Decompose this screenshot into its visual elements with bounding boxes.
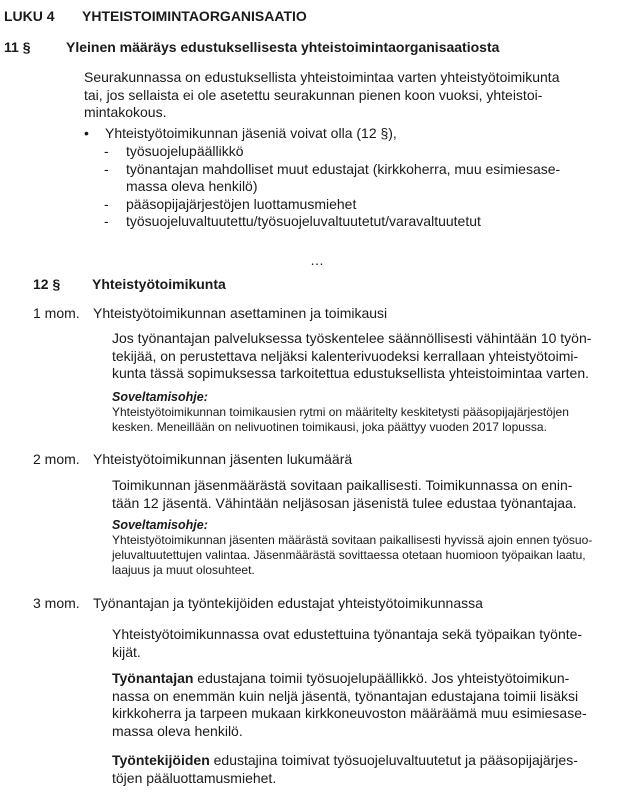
mom-3-title: Työnantajan ja työntekijöiden edustajat yhteistyötoimikunnassa bbox=[93, 595, 483, 611]
section-12-number: 12 § bbox=[33, 276, 61, 292]
mom-1-note: Yhteistyötoimikunnan toimikausien rytmi on määritelty keskitetysti pääsopijajärjestöjen kesken. Meneillään on nelivuotinen toimikausi, joka päättyy vuoden 2017 lopussa. bbox=[112, 405, 569, 434]
employees-term: Työntekijöiden bbox=[112, 752, 210, 768]
mom-2-note-label: Soveltamisohje: bbox=[112, 518, 208, 532]
mom-2-number: 2 mom. bbox=[33, 451, 80, 467]
mom-1-note-label: Soveltamisohje: bbox=[112, 390, 208, 404]
section-11-dash-list bbox=[104, 143, 560, 231]
mom-3-paragraph-2: Työnantajan edustajana toimii työsuojelupäällikkö. Jos yhteistyötoimikun- nassa on enemmän kuin neljä jäsentä, työnantajan edustajana toimii lisäksi kirkkoherra ja tarpeen mukaan kirkkoneuvoston määräämä muu esimiesase- massa oleva henkilö. bbox=[112, 670, 587, 739]
section-11-number: 11 § bbox=[4, 39, 31, 55]
section-12-title: Yhteistyötoimikunta bbox=[92, 276, 226, 292]
list-item: - pääsopijajärjestöjen luottamusmiehet bbox=[104, 195, 357, 212]
mom-1-title: Yhteistyötoimikunnan asettaminen ja toimikausi bbox=[93, 305, 388, 321]
list-item: - työsuojelupäällikkö bbox=[104, 143, 244, 159]
employer-term: Työnantajan bbox=[112, 670, 194, 686]
section-11-title: Yleinen määräys edustuksellisesta yhteistoimintaorganisaatiosta bbox=[66, 39, 500, 55]
list-item: - työsuojeluvaltuutettu/työsuojeluvaltuutetut/varavaltuutetut bbox=[104, 213, 481, 229]
list-item: - työnantajan mahdolliset muut edustajat (kirkkoherra, muu esimiesase- massa oleva henkilö) bbox=[104, 160, 561, 194]
chapter-number: LUKU 4 bbox=[4, 8, 55, 24]
mom-2-text: Toimikunnan jäsenmäärästä sovitaan paikallisesti. Toimikunnassa on enin- tään 12 jäsentä. Vähintään neljäsosan jäsenistä tulee edustaa työnantajaa. bbox=[112, 477, 577, 511]
section-11-paragraph: Seurakunnassa on edustuksellista yhteistoimintaa varten yhteistyötoimikunta tai, jos sellaista ei ole asetettu seurakunnan pienen koon vuoksi, yhteistoi- mintakokous. bbox=[84, 69, 560, 120]
mom-1-text: Jos työnantajan palveluksessa työskentelee säännöllisesti vähintään 10 työn- tekijää, on perustettava neljäksi kalenterivuodeksi kerrallaan yhteistyötoimi- kunta tässä sopimuksessa tarkoitettua edustuksellista yhteistoimintaa varten. bbox=[112, 330, 592, 381]
section-11-bullet: • Yhteistyötoimikunnan jäseniä voivat olla (12 §), bbox=[84, 125, 397, 141]
mom-2-note: Yhteistyötoimikunnan jäsenten määrästä sovitaan paikallisesti hyvissä ajoin ennen työsuo- jeluvaltuutettujen valintaa. Jäsenmäärästä sovittaessa otetaan huomioon työpaikan laatu, laajuus ja muut olosuhteet. bbox=[112, 533, 593, 577]
mom-2-title: Yhteistyötoimikunnan jäsenten lukumäärä bbox=[93, 451, 353, 467]
mom-3-paragraph-1: Yhteistyötoimikunnassa ovat edustettuina työnantaja sekä työpaikan työnte- kijät. bbox=[112, 626, 583, 660]
bullet-glyph: • bbox=[84, 125, 89, 141]
ellipsis: … bbox=[310, 252, 324, 268]
mom-3-number: 3 mom. bbox=[33, 595, 80, 611]
chapter-title: YHTEISTOIMINTAORGANISAATIO bbox=[82, 8, 307, 24]
mom-1-number: 1 mom. bbox=[33, 305, 80, 321]
mom-3-paragraph-3: Työntekijöiden edustajina toimivat työsuojeluvaltuutetut ja pääsopijajärjes- töjen pääluottamusmiehet. bbox=[112, 752, 578, 786]
